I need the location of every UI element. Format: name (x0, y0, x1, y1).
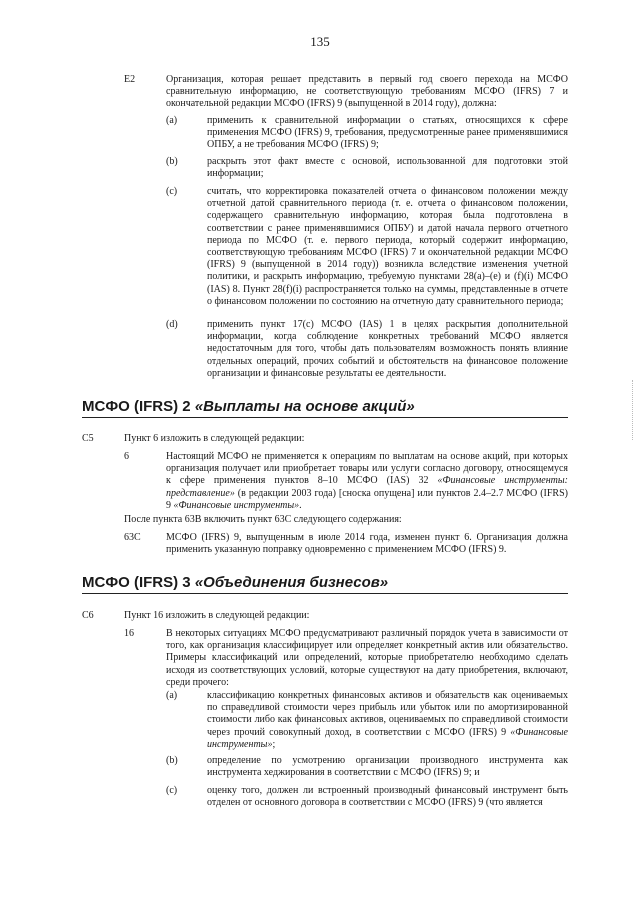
paragraph-label-63c: 63C (124, 532, 141, 543)
paragraph-label-c5: C5 (82, 433, 94, 444)
item-text-16-a-end: ; (272, 738, 276, 750)
item-label-16-a: (a) (166, 690, 178, 701)
section-heading-ifrs2-italic: «Выплаты на основе акций» (194, 398, 415, 415)
section-heading-ifrs3-italic: «Объединения бизнесов» (194, 574, 389, 591)
paragraph-6-text-a: Настоящий МСФО не применяется к операциям по выплатам на основе акций, при которых организация получает или приобретает товары или услуги согласно договору, относящемуся к сфере применения пунктов 8–10 МСФО (IAS) 32 (166, 451, 568, 487)
item-text-e2-a: применить к сравнительной информации о статьях, относящихся к сфере применения МСФО (IFRS) 9, требования, предусмотренные ранее применявшимися ОПБУ, а не требования МСФО (IFRS) 9; (207, 115, 568, 151)
paragraph-label-6: 6 (124, 451, 129, 462)
paragraph-label-e2: E2 (124, 74, 136, 85)
paragraph-6-text (166, 451, 568, 512)
section-heading-ifrs2-plain: МСФО (IFRS) 2 (82, 398, 195, 415)
item-label-e2-d: (d) (166, 319, 178, 330)
item-label-16-c: (c) (166, 785, 178, 796)
item-text-16-a (207, 690, 568, 751)
paragraph-16-text: В некоторых ситуациях МСФО предусматривают различный порядок учета в зависимости от того, как организация классифицирует или определяет конкретный актив или обязательство. Примеры классификаций или определений, которые приобретателю необходимо сделать исходя из соответствующих условий, которые существуют на дату приобретения, включают, среди прочего: (166, 628, 568, 688)
section-heading-ifrs2 (82, 398, 568, 418)
scan-edge-mark (632, 380, 637, 440)
paragraph-6-italic-2: «Финансовые инструменты» (173, 499, 300, 511)
section-heading-ifrs3-plain: МСФО (IFRS) 3 (82, 574, 195, 591)
paragraph-after-63b: После пункта 63B включить пункт 63C следующего содержания: (124, 514, 402, 525)
paragraph-label-c6: C6 (82, 610, 94, 621)
item-label-e2-c: (c) (166, 186, 178, 197)
paragraph-63c-text: МСФО (IFRS) 9, выпущенным в июле 2014 года, изменен пункт 6. Организация должна применить указанную поправку одновременно с применением МСФО (IFRS) 9. (166, 532, 568, 556)
item-label-16-b: (b) (166, 755, 178, 766)
paragraph-6-text-c: . (299, 499, 302, 511)
paragraph-c5-text: Пункт 6 изложить в следующей редакции: (124, 433, 305, 444)
item-text-e2-b: раскрыть этот факт вместе с основой, использованной для подготовки этой информации; (207, 156, 568, 180)
page-number: 135 (310, 34, 330, 49)
item-text-e2-c: считать, что корректировка показателей отчета о финансовом положении между отчетной датой сравнительного периода (т. е. отчета о финансовом положении, содержащего сравнительную информацию, которая была подготовлена в соответствии с ранее применявшимися ОПБУ) и датой начала первого отчетного периода по МСФО (т. е. первого периода, который содержит информацию, соответствующую требованиям МСФО (IFRS) 7 и окончательной редакции МСФО (IFRS) 9 (выпущенной в 2014 году)) возникла вследствие изменения учетной политики, и раскрыть информацию, требуемую пунктами 28(a)–(e) и (f)(i) МСФО (IAS) 8. Пункт 28(f)(i) распространяется только на суммы, представленные в отчете о финансовом положении по состоянию на отчетную дату сравнительного периода; (207, 186, 568, 307)
item-label-e2-b: (b) (166, 156, 178, 167)
paragraph-c6-text: Пункт 16 изложить в следующей редакции: (124, 610, 310, 621)
item-text-16-a-italic: «Финансовые инструменты» (207, 726, 568, 750)
item-text-e2-d: применить пункт 17(c) МСФО (IAS) 1 в целях раскрытия дополнительной информации, когда соблюдение конкретных требований МСФО является недостаточным для того, чтобы дать пользователям возможность понять влияние отдельных операций, прочих событий и обстоятельств на финансовое положение организации и финансовые результаты ее деятельности. (207, 319, 568, 379)
section-heading-ifrs3 (82, 574, 568, 594)
paragraph-e2-text: Организация, которая решает представить в первый год своего перехода на МСФО сравнительную информацию, не соответствующую требованиям МСФО (IFRS) 7 и окончательной редакции МСФО (IFRS) 9 (выпущенной в 2014 году), должна: (166, 74, 568, 110)
item-text-16-b: определение по усмотрению организации производного инструмента как инструмента хеджирования в соответствии с МСФО (IFRS) 9; и (207, 755, 568, 779)
paragraph-label-16: 16 (124, 628, 134, 639)
item-text-16-c: оценку того, должен ли встроенный производный финансовый инструмент быть отделен от основного договора в соответствии с МСФО (IFRS) 9 (что является (207, 785, 568, 809)
item-label-e2-a: (a) (166, 115, 178, 126)
item-text-16-a-main: классификацию конкретных финансовых активов и обязательств как оцениваемых по справедливой стоимости через прибыль или убыток или по амортизированной стоимости либо как финансовых активов, оцениваемых по справедливой стоимости через прочий совокупный доход, в соответствии с МСФО (IFRS) 9 (207, 690, 568, 738)
paragraph-6-italic-1: «Финансовые инструменты: представление» (166, 475, 568, 499)
paragraph-6-text-b: (в редакции 2003 года) [сноска опущена] или пунктов 2.4–2.7 МСФО (IFRS) 9 (166, 487, 568, 511)
